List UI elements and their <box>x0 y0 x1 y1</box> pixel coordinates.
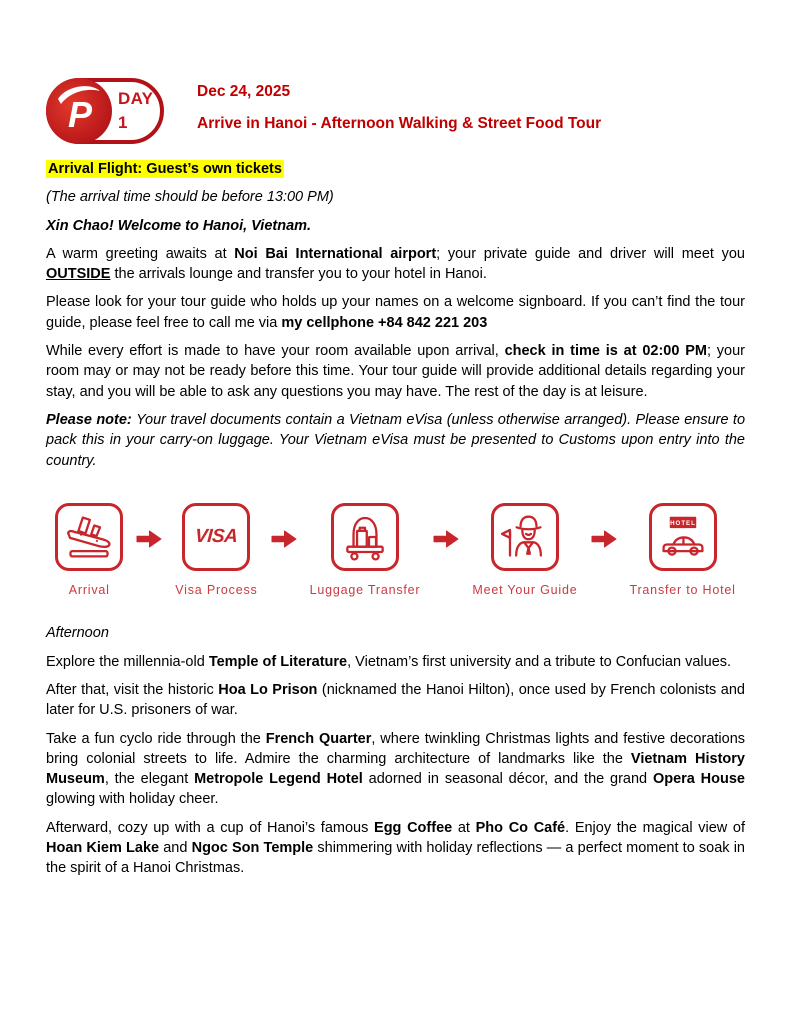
text-run: the arrivals lounge and transfer you to your hotel in Hanoi. <box>110 266 487 283</box>
cyclo-paragraph <box>46 729 745 810</box>
step-visa <box>175 503 257 600</box>
text-run: While every effort is made to have your room available upon arrival, <box>46 343 505 360</box>
step-arrival <box>55 503 123 600</box>
afternoon-heading <box>46 623 745 643</box>
text-run: . Enjoy the magical view of <box>565 819 745 836</box>
arrow-icon <box>433 530 459 548</box>
arrival-time-note <box>46 187 745 207</box>
text-run: Ngoc Son Temple <box>191 840 314 857</box>
step-label-guide: Meet Your Guide <box>472 582 578 597</box>
afternoon-section <box>46 623 745 878</box>
text-run: Hoa Lo Prison <box>218 681 318 698</box>
text-run: Egg Coffee <box>374 819 453 836</box>
brand-logo <box>46 78 112 144</box>
text-run: Afternoon <box>46 625 109 642</box>
text-run: at <box>452 819 476 836</box>
text-run: check in time is at 02:00 PM <box>504 343 707 360</box>
day-header <box>46 78 745 144</box>
text-run: Your travel documents contain a Vietnam eVisa (unless otherwise arranged). Please ensure to pack this in your carry-on luggage. Your Vietnam eVisa must be presented to Customs upon entry into the country. <box>46 411 746 469</box>
arrow-icon <box>591 530 617 548</box>
text-run: Xin Chao! Welcome to Hanoi, Vietnam. <box>46 217 312 234</box>
text-run: Pho Co Café <box>475 819 566 836</box>
text-run: After that, visit the historic <box>46 681 219 698</box>
step-label-visa: Visa Process <box>175 582 258 597</box>
text-run: my cellphone +84 842 221 203 <box>281 314 488 331</box>
hotel-car-icon <box>653 507 713 567</box>
arrow-icon <box>136 530 162 548</box>
text-run: , the elegant <box>104 771 195 788</box>
tour-guide-icon-box <box>491 503 559 571</box>
itinerary-date: Dec 24, 2025 <box>197 83 291 100</box>
plane-arrival-icon <box>59 507 119 567</box>
text-run: shimmering with holiday reflections — a perfect moment to soak in the spirit of a Hanoi Christmas. <box>46 840 745 877</box>
step-hotel <box>630 503 736 600</box>
text-run: glowing with holiday cheer. <box>46 791 219 808</box>
visa-icon: VISA <box>194 525 239 547</box>
greeting-paragraph <box>46 244 745 285</box>
text-run: French Quarter <box>265 730 372 747</box>
brand-letter: P <box>67 94 93 135</box>
brand-day-badge <box>46 78 164 144</box>
itinerary-title: Arrive in Hanoi - Afternoon Walking & Street Food Tour <box>197 114 602 132</box>
text-run: Afterward, cozy up with a cup of Hanoi’s famous <box>46 819 375 836</box>
header-text <box>197 78 601 134</box>
step-luggage <box>310 503 421 600</box>
text-run: Please look for your tour guide who holds up your names on a welcome signboard. If you can’t find the tour guide, please feel free to call me via <box>46 294 745 331</box>
text-run: Temple of Literature <box>208 653 348 670</box>
eggcoffee-paragraph <box>46 818 745 879</box>
please-note-paragraph <box>46 410 745 471</box>
plane-arrival-icon-box <box>55 503 123 571</box>
visa-icon-box <box>182 503 250 571</box>
text-run: Explore the millennia-old <box>46 653 209 670</box>
text-run: Vietnam History Museum <box>46 750 745 788</box>
text-run: , Vietnam’s first university and a tribute to Confucian values. <box>347 653 732 670</box>
arrow-icon <box>271 530 297 548</box>
arrival-flight-note <box>46 159 745 179</box>
luggage-cart-icon-box <box>331 503 399 571</box>
text-run: Please note: <box>46 411 137 428</box>
luggage-cart-icon <box>335 507 395 567</box>
text-run: Take a fun cyclo ride through the <box>46 730 266 747</box>
hotel-car-icon-box <box>649 503 717 571</box>
step-label-arrival: Arrival <box>68 582 110 597</box>
temple-paragraph <box>46 652 745 672</box>
text-run: OUTSIDE <box>46 266 111 283</box>
text-run: Opera House <box>652 771 745 788</box>
step-guide <box>472 503 577 600</box>
text-run: and <box>159 840 192 857</box>
step-label-luggage: Luggage Transfer <box>309 582 421 597</box>
intro-section <box>46 159 745 471</box>
text-run: (nicknamed the Hanoi Hilton), once used by French colonists and later for U.S. prisoners of war. <box>46 681 745 719</box>
text-run: ; your private guide and driver will meet you <box>436 245 745 262</box>
arrival-process-steps <box>46 503 745 600</box>
day-badge-label: DAY 1 <box>118 89 153 132</box>
signboard-paragraph <box>46 292 745 333</box>
brand-p-icon <box>46 78 112 144</box>
hotel-sign-text: HOTEL <box>669 519 696 527</box>
text-run: Noi Bai International airport <box>234 245 437 262</box>
text-run: (The arrival time should be before 13:00 PM) <box>46 189 334 206</box>
checkin-paragraph <box>46 341 745 402</box>
welcome-message <box>46 216 745 236</box>
step-label-hotel: Transfer to Hotel <box>629 582 736 597</box>
text-run: Hoan Kiem Lake <box>46 840 160 857</box>
text-run: ; your room may or may not be ready before this time. Your tour guide will provide additional details regarding your stay, and you will be able to ask any questions you may have. The rest of the day is at leisure. <box>46 343 745 400</box>
hoalo-paragraph <box>46 680 745 721</box>
tour-guide-icon <box>495 507 555 567</box>
text-run: adorned in seasonal décor, and the grand <box>362 771 653 788</box>
text-run: Arrival Flight: Guest’s own tickets <box>48 161 282 177</box>
text-run: , where twinkling Christmas lights and festive decorations bring colonial streets to life. Admire the charming architecture of landmarks like the <box>46 730 746 767</box>
text-run: A warm greeting awaits at <box>46 245 235 262</box>
text-run: Metropole Legend Hotel <box>194 771 363 788</box>
